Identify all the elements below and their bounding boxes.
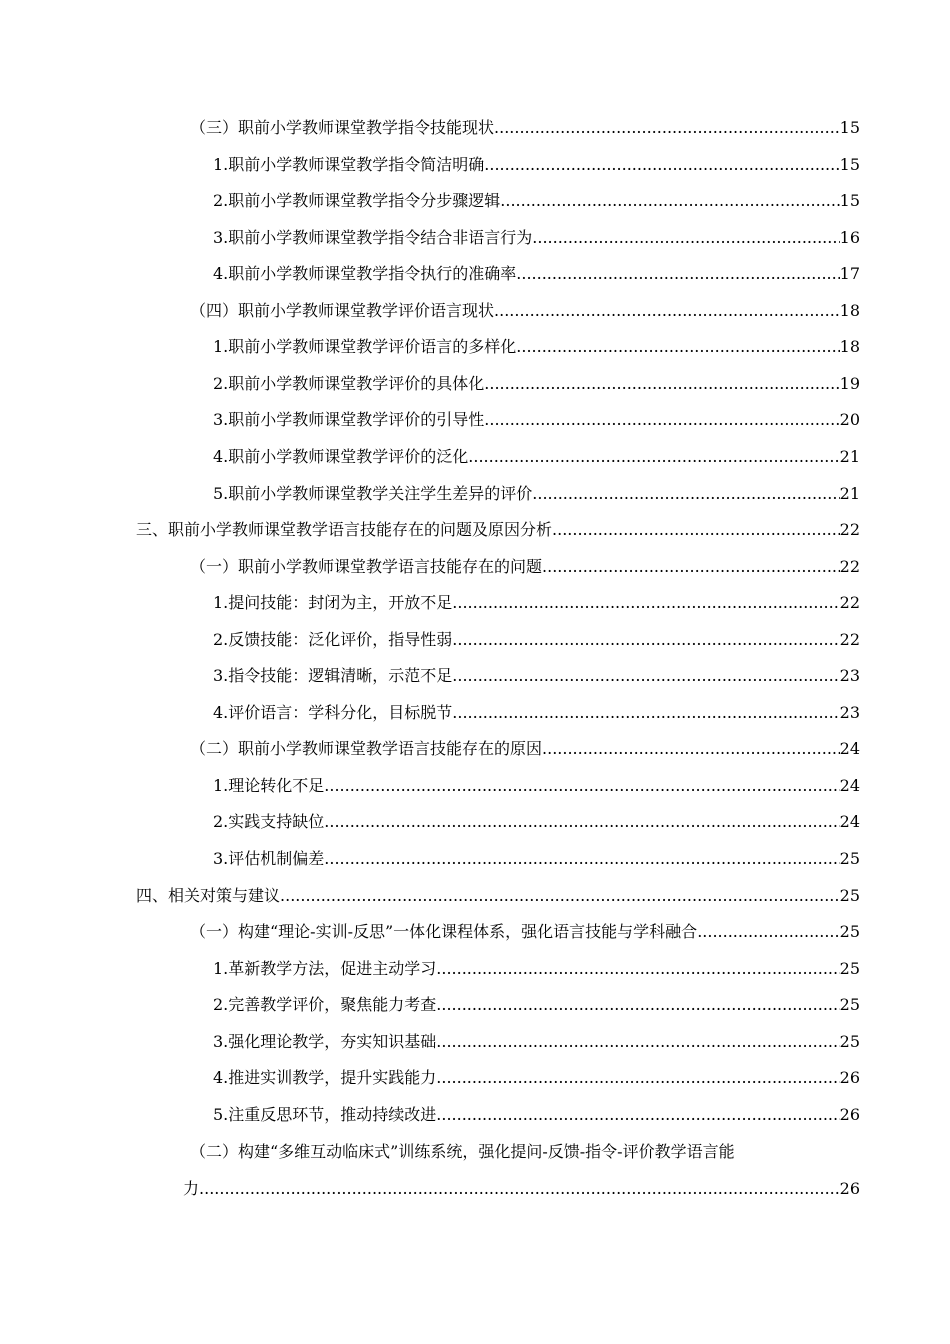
toc-entry-label: 三、职前小学教师课堂教学语言技能存在的问题及原因分析	[136, 520, 553, 539]
toc-entry[interactable]	[190, 739, 860, 759]
toc-page-number: 22	[839, 557, 860, 576]
toc-entry[interactable]	[213, 593, 860, 613]
leader-dots	[436, 1105, 839, 1125]
leader-dots	[436, 995, 839, 1015]
toc-page-number: 25	[839, 922, 860, 941]
toc-page-number: 21	[839, 447, 860, 466]
toc-entry[interactable]	[213, 959, 860, 979]
leader-dots	[542, 557, 840, 577]
toc-entry-label: 2.职前小学教师课堂教学指令分步骤逻辑	[213, 191, 501, 210]
leader-dots	[199, 1179, 840, 1199]
toc-entry-label: 5.职前小学教师课堂教学关注学生差异的评价	[213, 484, 533, 503]
toc-entry-label: 力	[183, 1179, 200, 1198]
toc-entry-label: 3.职前小学教师课堂教学评价的引导性	[213, 410, 485, 429]
toc-entry[interactable]	[213, 1068, 860, 1088]
toc-page-number: 22	[839, 520, 860, 539]
leader-dots	[532, 484, 839, 504]
toc-entry[interactable]	[213, 995, 860, 1015]
toc-entry-label: 1.职前小学教师课堂教学评价语言的多样化	[213, 337, 517, 356]
toc-entry[interactable]	[213, 484, 860, 504]
toc-entry[interactable]	[136, 520, 860, 540]
toc-entry-label: （一）构建“理论-实训-反思”一体化课程体系，强化语言技能与学科融合	[190, 922, 698, 941]
toc-page-number: 15	[839, 118, 860, 137]
toc-page-number: 24	[839, 812, 860, 831]
toc-entry[interactable]	[213, 1032, 860, 1052]
toc-page-number: 18	[839, 301, 860, 320]
toc-page-number: 26	[839, 1179, 860, 1198]
toc-entry[interactable]	[213, 228, 860, 248]
toc-entry[interactable]	[213, 812, 860, 832]
toc-page-number: 21	[839, 484, 860, 503]
leader-dots	[494, 118, 840, 138]
toc-entry[interactable]	[213, 630, 860, 650]
leader-dots	[452, 593, 839, 613]
toc-page-number: 22	[839, 593, 860, 612]
toc-page-number: 25	[839, 959, 860, 978]
toc-entry[interactable]	[213, 191, 860, 211]
leader-dots	[324, 812, 839, 832]
toc-entry-label: 3.评估机制偏差	[213, 849, 325, 868]
toc-entry-wrapped-line2[interactable]	[183, 1179, 860, 1199]
toc-entry-label: 4.职前小学教师课堂教学指令执行的准确率	[213, 264, 517, 283]
toc-entry[interactable]	[213, 849, 860, 869]
leader-dots	[436, 1068, 839, 1088]
toc-page-number: 15	[839, 155, 860, 174]
toc-entry-label: 2.职前小学教师课堂教学评价的具体化	[213, 374, 485, 393]
toc-entry[interactable]	[213, 1105, 860, 1125]
toc-entry[interactable]	[190, 118, 860, 138]
toc-page-number: 15	[839, 191, 860, 210]
leader-dots	[484, 374, 839, 394]
toc-entry[interactable]	[213, 703, 860, 723]
leader-dots	[552, 520, 840, 540]
toc-page-number: 25	[839, 995, 860, 1014]
toc-page-number: 16	[839, 228, 860, 247]
toc-entry-label: 四、相关对策与建议	[136, 886, 281, 905]
leader-dots	[468, 447, 839, 467]
leader-dots	[542, 739, 840, 759]
toc-entry-label: 2.完善教学评价，聚焦能力考查	[213, 995, 437, 1014]
toc-entry[interactable]	[190, 557, 860, 577]
leader-dots	[494, 301, 840, 321]
toc-entry-label: 1.职前小学教师课堂教学指令简洁明确	[213, 155, 485, 174]
toc-page-number: 24	[839, 739, 860, 758]
toc-entry[interactable]	[190, 922, 860, 942]
toc-page-number: 24	[839, 776, 860, 795]
toc-page-number: 25	[839, 849, 860, 868]
toc-entry[interactable]	[136, 886, 860, 906]
toc-page-number: 17	[839, 264, 860, 283]
toc-entry-label: 2.实践支持缺位	[213, 812, 325, 831]
leader-dots	[532, 228, 839, 248]
toc-page-number: 22	[839, 630, 860, 649]
toc-entry-label: 5.注重反思环节，推动持续改进	[213, 1105, 437, 1124]
toc-entry-label: 1.提问技能：封闭为主，开放不足	[213, 593, 453, 612]
toc-page-number: 25	[839, 886, 860, 905]
toc-entry-label: （二）职前小学教师课堂教学语言技能存在的原因	[190, 739, 543, 758]
toc-page-number: 23	[839, 666, 860, 685]
leader-dots	[516, 337, 839, 357]
toc-entry[interactable]	[213, 155, 860, 175]
toc-entry-label: 3.职前小学教师课堂教学指令结合非语言行为	[213, 228, 533, 247]
toc-entry-label: （一）职前小学教师课堂教学语言技能存在的问题	[190, 557, 543, 576]
toc-entry-label: （三）职前小学教师课堂教学指令技能现状	[190, 118, 495, 137]
leader-dots	[452, 666, 839, 686]
leader-dots	[697, 922, 839, 942]
toc-entry-label: 2.反馈技能：泛化评价，指导性弱	[213, 630, 453, 649]
leader-dots	[436, 959, 839, 979]
leader-dots	[436, 1032, 839, 1052]
leader-dots	[516, 264, 839, 284]
toc-page-number: 26	[839, 1105, 860, 1124]
toc-entry-label: 4.评价语言：学科分化，目标脱节	[213, 703, 453, 722]
toc-entry-label: 3.指令技能：逻辑清晰，示范不足	[213, 666, 453, 685]
leader-dots	[484, 410, 839, 430]
leader-dots	[324, 776, 839, 796]
toc-entry[interactable]	[213, 410, 860, 430]
toc-entry[interactable]	[213, 337, 860, 357]
toc-entry[interactable]	[213, 666, 860, 686]
toc-entry[interactable]	[213, 776, 860, 796]
toc-page-number: 20	[839, 410, 860, 429]
toc-entry[interactable]	[213, 264, 860, 284]
toc-entry-label: （四）职前小学教师课堂教学评价语言现状	[190, 301, 495, 320]
toc-page-number: 25	[839, 1032, 860, 1051]
toc-entry-label: 4.职前小学教师课堂教学评价的泛化	[213, 447, 469, 466]
toc-entry-label: 3.强化理论教学，夯实知识基础	[213, 1032, 437, 1051]
toc-page-number: 23	[839, 703, 860, 722]
toc-entry-label: 4.推进实训教学，提升实践能力	[213, 1068, 437, 1087]
toc-entry[interactable]	[213, 447, 860, 467]
leader-dots	[324, 849, 839, 869]
leader-dots	[452, 630, 839, 650]
leader-dots	[452, 703, 839, 723]
leader-dots	[280, 886, 840, 906]
toc-entry[interactable]	[190, 301, 860, 321]
toc-entry-label: 1.革新教学方法，促进主动学习	[213, 959, 437, 978]
toc-entry-label: 1.理论转化不足	[213, 776, 325, 795]
toc-entry-wrapped-line1[interactable]: （二）构建“多维互动临床式”训练系统，强化提问-反馈-指令-评价教学语言能	[190, 1142, 735, 1161]
toc-entry[interactable]	[213, 374, 860, 394]
leader-dots	[500, 191, 839, 211]
leader-dots	[484, 155, 839, 175]
toc-page-number: 26	[839, 1068, 860, 1087]
toc-page-number: 19	[839, 374, 860, 393]
toc-page-number: 18	[839, 337, 860, 356]
